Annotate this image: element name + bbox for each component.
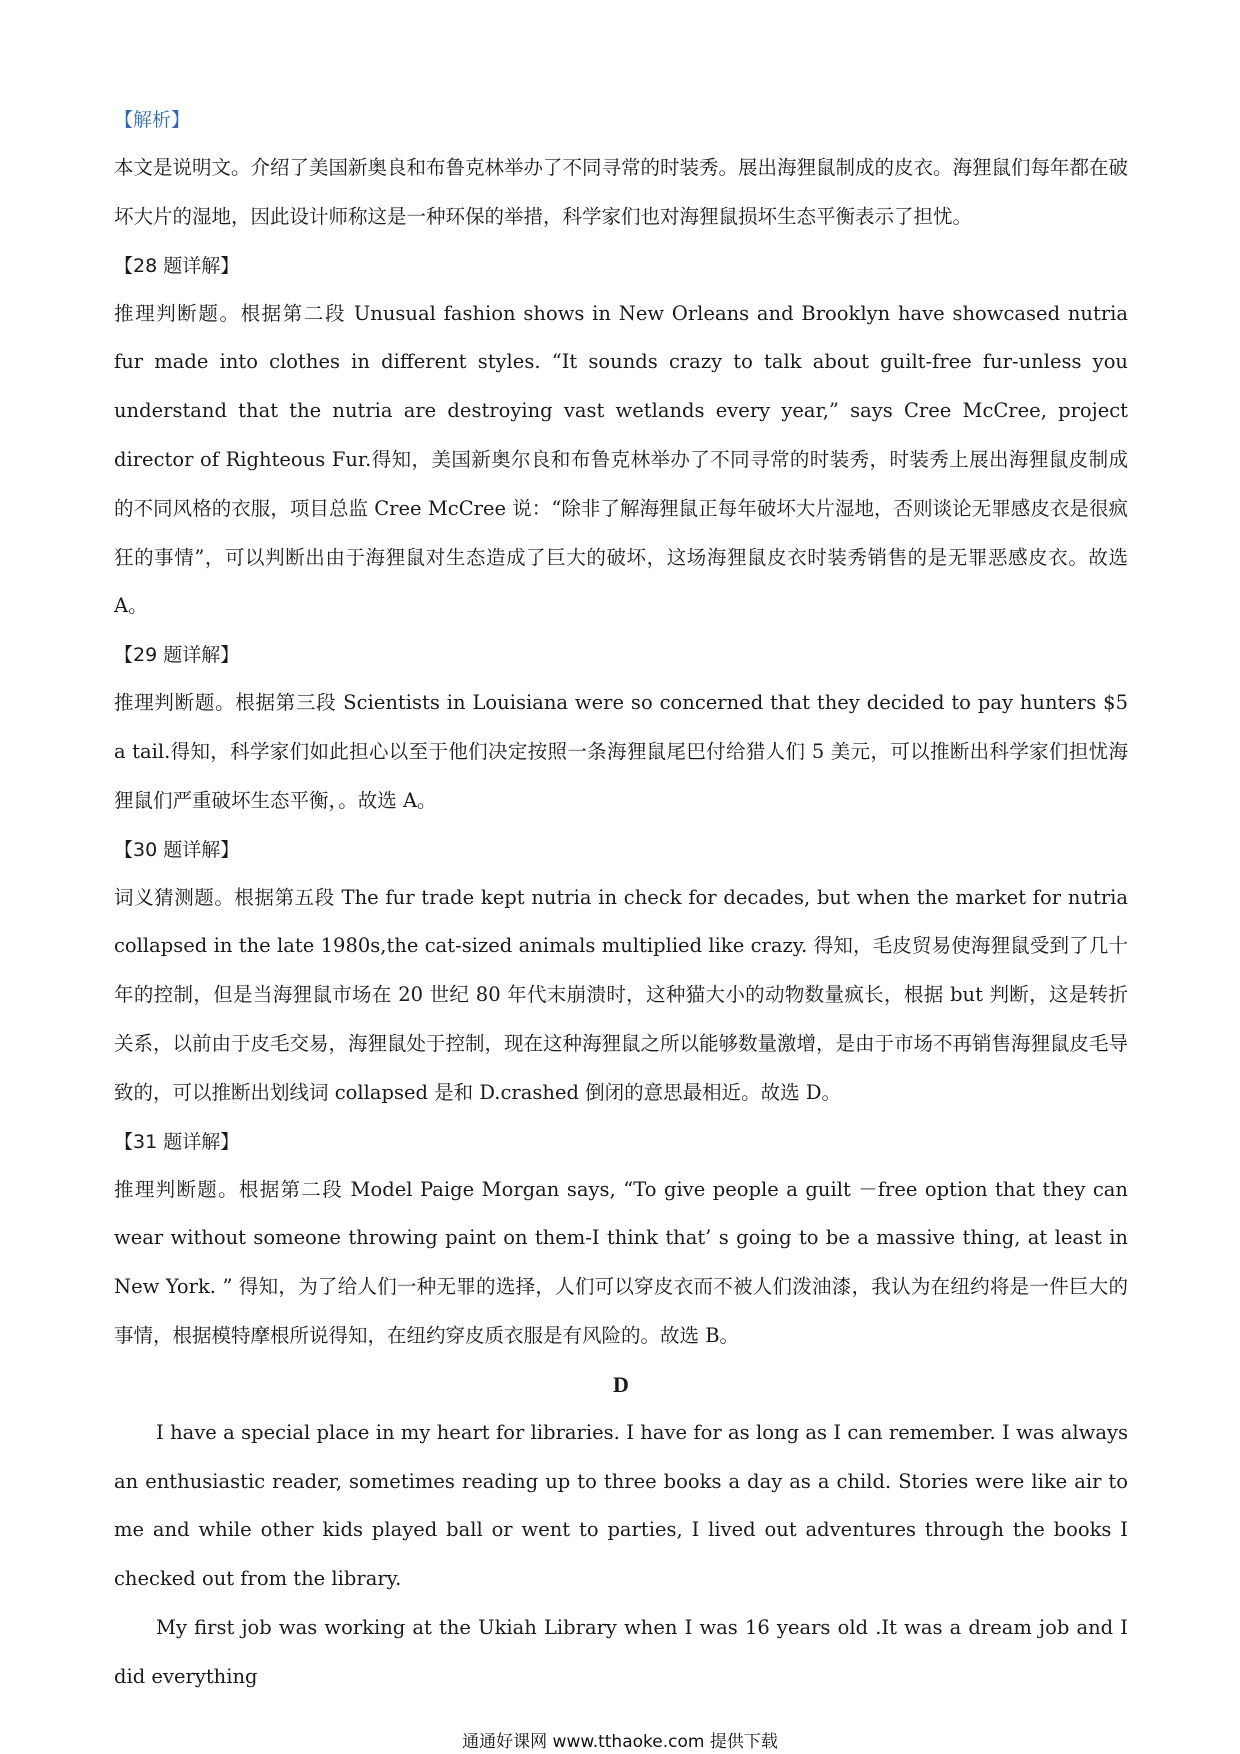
question-29-label: 【29 题详解】 — [114, 644, 240, 667]
passage-paragraph: My first job was working at the Ukiah Library when I was 16 years old .It was a dream job and I did everything — [114, 1615, 1128, 1688]
analysis-summary: 本文是说明文。介绍了美国新奥良和布鲁克林举办了不同寻常的时装秀。展出海狸鼠制成的皮衣。海狸鼠们每年都在破坏大片的湿地，因此设计师称这是一种环保的举措，科学家们也对海狸鼠损坏生态平衡表示了担忧。 — [114, 156, 1129, 228]
analysis-label: 【解析】 — [114, 109, 191, 131]
document-content — [114, 96, 1128, 1702]
question-30-label: 【30 题详解】 — [114, 838, 240, 861]
question-28-label: 【28 题详解】 — [114, 254, 240, 277]
question-31-explanation: 推理判断题。根据第二段 Model Paige Morgan says, “To give people a guilt －free option that they can wear without someone throwing paint on them-I think that’ s going to be a massive thing, at least in New York. ” 得知，为了给人们一种无罪的选择，人们可以穿皮衣而不被人们泼油漆，我认为在纽约将是一件巨大的事情，根据模特摩根所说得知，在纽约穿皮质衣服是有风险的。故选 B。 — [114, 1177, 1128, 1347]
question-29-explanation: 推理判断题。根据第三段 Scientists in Louisiana were so concerned that they decided to pay hunters $5 a tail.得知，科学家们如此担心以至于他们决定按照一条海狸鼠尾巴付给猎人们 5 美元，可以推断出科学家们担忧海狸鼠们严重破坏生态平衡，。故选 A。 — [114, 691, 1128, 812]
passage-paragraph: I have a special place in my heart for libraries. I have for as long as I can remember. I was always an enthusiastic reader, sometimes reading up to three books a day as a child. Stories were like air to me and while other kids played ball or went to parties, I lived out adventures through the books I checked out from the library. — [114, 1420, 1128, 1591]
question-31-label: 【31 题详解】 — [114, 1130, 240, 1153]
question-28-explanation: 推理判断题。根据第二段 Unusual fashion shows in New Orleans and Brooklyn have showcased nutria fur made into clothes in different styles. “It sounds crazy to talk about guilt-free fur-unless you understand that the nutria are destroying vast wetlands every year,” says Cree McCree, project director of Righteous Fur.得知，美国新奥尔良和布鲁克林举办了不同寻常的时装秀，时装秀上展出海狸鼠皮制成的不同风格的衣服，项目总监 Cree McCree 说：“除非了解海狸鼠正每年破坏大片湿地，否则谈论无罪感皮衣是很疯狂的事情”，可以判断出由于海狸鼠对生态造成了巨大的破坏，这场海狸鼠皮衣时装秀销售的是无罪恶感皮衣。故选 A。 — [114, 301, 1128, 618]
passage-heading: D — [613, 1371, 629, 1397]
question-30-explanation: 词义猜测题。根据第五段 The fur trade kept nutria in check for decades, but when the market for nutria collapsed in the late 1980s,the cat-sized animals multiplied like crazy. 得知，毛皮贸易使海狸鼠受到了几十年的控制，但是当海狸鼠市场在 20 世纪 80 年代末崩溃时，这种猫大小的动物数量疯长，根据 but 判断，这是转折关系，以前由于皮毛交易，海狸鼠处于控制，现在这种海狸鼠之所以能够数量激增，是由于市场不再销售海狸鼠皮毛导致的，可以推断出划线词 collapsed 是和 D.crashed 倒闭的意思最相近。故选 D。 — [114, 885, 1129, 1104]
page-footer: 通通好课网 www.tthaoke.com 提供下载 — [462, 1732, 778, 1752]
